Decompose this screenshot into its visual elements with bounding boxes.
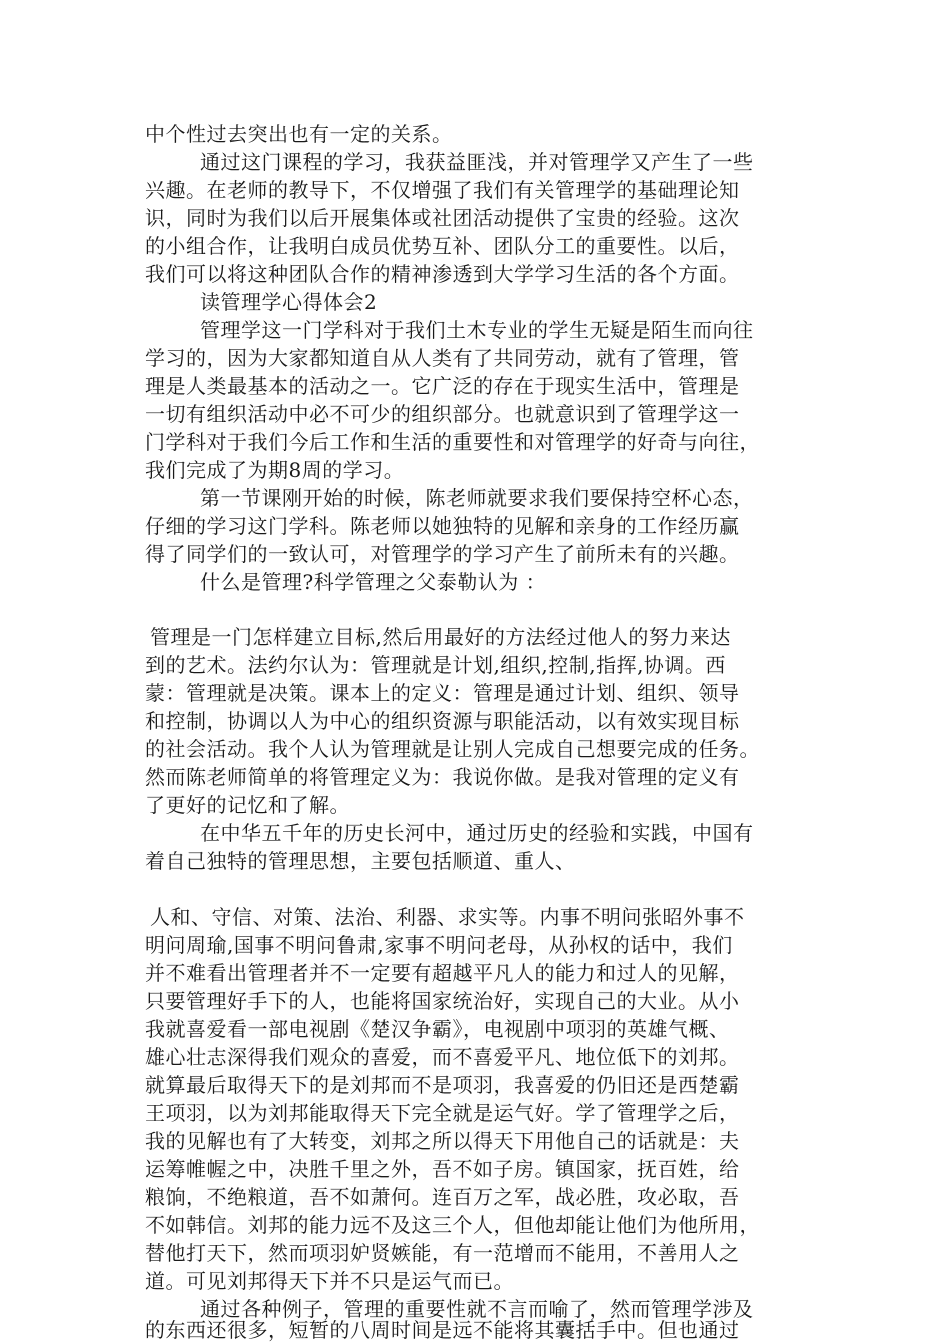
paragraph-line: 中个性过去突出也有一定的关系。	[145, 122, 453, 146]
paragraph-line: 一切有组织活动中必不可少的组织部分。也就意识到了管理学这一	[145, 402, 740, 426]
paragraph-line: 替他打天下，然而项羽妒贤嫉能，有一范增而不能用，不善用人之	[145, 1241, 740, 1265]
paragraph-line: 管理学这一门学科对于我们土木专业的学生无疑是陌生而向往	[200, 318, 754, 342]
paragraph-line: 就算最后取得天下的是刘邦而不是项羽，我喜爱的仍旧还是西楚霸	[145, 1073, 740, 1097]
paragraph-line: 蒙：管理就是决策。课本上的定义：管理是通过计划、组织、领导	[145, 681, 740, 705]
paragraph-line: 了更好的记忆和了解。	[145, 793, 350, 817]
paragraph-line: 只要管理好手下的人，也能将国家统治好，实现自己的大业。从小	[145, 989, 740, 1013]
paragraph-line: 和控制，协调以人为中心的组织资源与职能活动，以有效实现目标	[145, 709, 740, 733]
paragraph-line: 第一节课刚开始的时候，陈老师就要求我们要保持空杯心态，	[200, 486, 754, 510]
paragraph-line: 管理是一门怎样建立目标,然后用最好的方法经过他人的努力来达	[150, 625, 731, 649]
paragraph-line: 理是人类最基本的活动之一。它广泛的存在于现实生活中，管理是	[145, 374, 740, 398]
paragraph-line: 门学科对于我们今后工作和生活的重要性和对管理学的好奇与向往，	[145, 430, 760, 454]
paragraph-line: 王项羽，以为刘邦能取得天下完全就是运气好。学了管理学之后，	[145, 1101, 740, 1125]
paragraph-line: 的社会活动。我个人认为管理就是让别人完成自己想要完成的任务。	[145, 737, 760, 761]
paragraph-line: 仔细的学习这门学科。陈老师以她独特的见解和亲身的工作经历赢	[145, 514, 740, 538]
paragraph-line: 然而陈老师简单的将管理定义为：我说你做。是我对管理的定义有	[145, 765, 740, 789]
paragraph-line: 的东西还很多，短暂的八周时间是远不能将其囊括手中。但也通过	[145, 1318, 740, 1342]
paragraph-line: 不如韩信。刘邦的能力远不及这三个人，但他却能让他们为他所用，	[145, 1213, 760, 1237]
paragraph-line: 我们可以将这种团队合作的精神渗透到大学学习生活的各个方面。	[145, 262, 740, 286]
paragraph-line: 我就喜爱看一部电视剧《楚汉争霸》，电视剧中项羽的英雄气概、	[145, 1017, 730, 1041]
paragraph-line: 道。可见刘邦得天下并不只是运气而已。	[145, 1269, 514, 1293]
paragraph-line: 着自己独特的管理思想，主要包括顺道、重人、	[145, 849, 576, 873]
paragraph-line: 我们完成了为期8周的学习。	[145, 458, 405, 482]
paragraph-line: 运筹帷幄之中，决胜千里之外，吾不如子房。镇国家，抚百姓，给	[145, 1157, 740, 1181]
paragraph-line: 在中华五千年的历史长河中，通过历史的经验和实践，中国有	[200, 821, 754, 845]
paragraph-line: 兴趣。在老师的教导下，不仅增强了我们有关管理学的基础理论知	[145, 178, 740, 202]
paragraph-line: 得了同学们的一致认可，对管理学的学习产生了前所未有的兴趣。	[145, 542, 740, 566]
section-heading: 读管理学心得体会2	[200, 290, 378, 314]
paragraph-line: 到的艺术。法约尔认为：管理就是计划,组织,控制,指挥,协调。西	[145, 653, 726, 677]
paragraph-line: 识，同时为我们以后开展集体或社团活动提供了宝贵的经验。这次	[145, 206, 740, 230]
paragraph-line: 粮饷，不绝粮道，吾不如萧何。连百万之军，战必胜，攻必取，吾	[145, 1185, 740, 1209]
paragraph-line: 明问周瑜,国事不明问鲁肃,家事不明问老母，从孙权的话中，我们	[145, 933, 733, 957]
paragraph-line: 什么是管理?科学管理之父泰勒认为 ：	[200, 570, 547, 594]
paragraph-line: 人和、守信、对策、法治、利器、求实等。内事不明问张昭外事不	[150, 905, 745, 929]
paragraph-line: 的小组合作，让我明白成员优势互补、团队分工的重要性。以后，	[145, 234, 740, 258]
paragraph-line: 我的见解也有了大转变，刘邦之所以得天下用他自己的话就是：夫	[145, 1129, 740, 1153]
paragraph-line: 雄心壮志深得我们观众的喜爱，而不喜爱平凡、地位低下的刘邦。	[145, 1045, 740, 1069]
paragraph-line: 通过各种例子，管理的重要性就不言而喻了，然而管理学涉及	[200, 1297, 754, 1321]
paragraph-line: 学习的，因为大家都知道自从人类有了共同劳动，就有了管理，管	[145, 346, 740, 370]
paragraph-line: 并不难看出管理者并不一定要有超越平凡人的能力和过人的见解，	[145, 961, 740, 985]
paragraph-line: 通过这门课程的学习，我获益匪浅，并对管理学又产生了一些	[200, 150, 754, 174]
